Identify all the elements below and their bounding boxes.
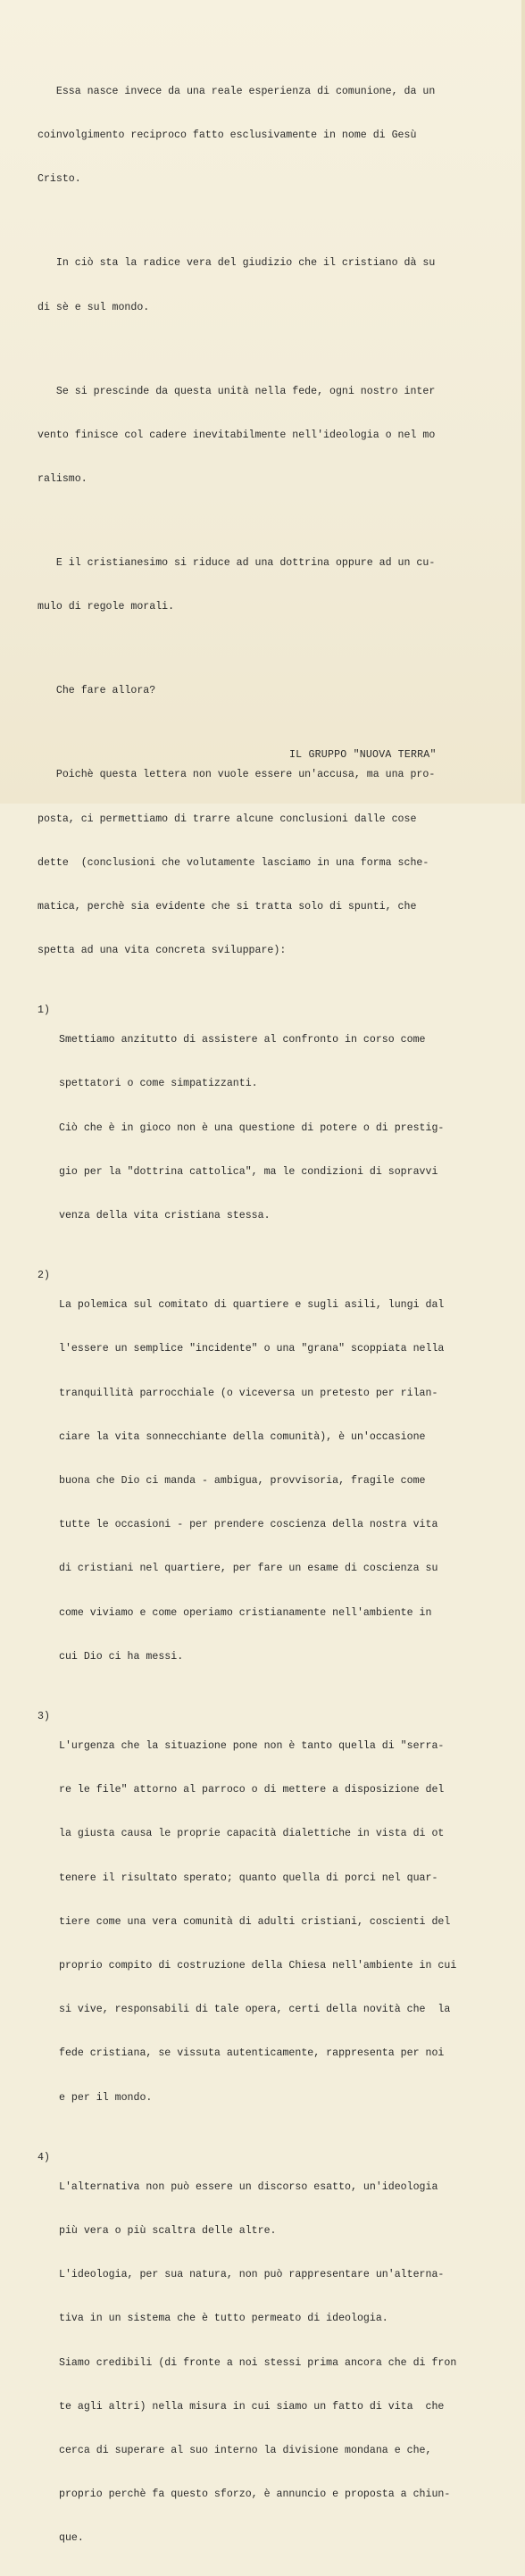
text-line: ralismo.: [38, 472, 88, 485]
text-line: cui Dio ci ha messi.: [59, 1650, 184, 1663]
item-body: [59, 2151, 456, 2576]
list-item-4: [38, 2151, 457, 2576]
item-body: [59, 1710, 456, 2135]
text-line: si vive, responsabili di tale opera, certi della novità che la: [59, 2004, 451, 2016]
text-line: Ciò che è in gioco non è una questione di potere o di prestig-: [59, 1121, 445, 1134]
paragraph-comunione: [38, 55, 457, 216]
text-line: coinvolgimento reciproco fatto esclusivamente in nome di Gesù: [38, 129, 417, 142]
text-line: Essa nasce invece da una reale esperienza di comunione, da un: [38, 85, 436, 97]
text-line: come viviamo e come operiamo cristianamente nell'ambiente in: [59, 1606, 432, 1619]
text-line: dette (conclusioni che volutamente lasciamo in una forma sche-: [38, 856, 429, 869]
signature: IL GRUPPO "NUOVA TERRA": [289, 749, 437, 761]
text-line: la giusta causa le proprie capacità dialettiche in vista di ot: [59, 1828, 445, 1840]
text-line: vento finisce col cadere inevitabilmente nell'ideologia o nel mo: [38, 429, 436, 441]
text-line: In ciò sta la radice vera del giudizio che il cristiano dà su: [38, 257, 436, 270]
text-line: gio per la "dottrina cattolica", ma le condizioni di sopravvi: [59, 1165, 438, 1178]
text-line: più vera o più scaltra delle altre.: [59, 2224, 277, 2237]
text-line: E il cristianesimo si riduce ad una dottrina oppure ad un cu-: [38, 557, 436, 569]
text-line: Siamo credibili (di fronte a noi stessi prima ancora che di fron: [59, 2356, 457, 2369]
text-line: Cristo.: [38, 173, 81, 186]
item-number: 4): [38, 2151, 50, 2163]
paragraph-proposta: [38, 738, 457, 988]
text-line: La polemica sul comitato di quartiere e sugli asili, lungi dal: [59, 1299, 445, 1312]
text-line: venza della vita cristiana stessa.: [59, 1210, 271, 1222]
text-line: spettatori o come simpatizzanti.: [59, 1078, 258, 1090]
paragraph-che-fare: [38, 654, 457, 728]
item-number: 1): [38, 1005, 50, 1017]
text-line: l'essere un semplice "incidente" o una "grana" scoppiata nella: [59, 1343, 445, 1355]
text-line: te agli altri) nella misura in cui siamo un fatto di vita che: [59, 2400, 445, 2413]
text-line: tutte le occasioni - per prendere coscienza della nostra vita: [59, 1519, 438, 1531]
paragraph-radice: [38, 227, 457, 344]
text-line: L'alternativa non può essere un discorso esatto, un'ideologia: [59, 2180, 438, 2193]
text-line: tiere come una vera comunità di adulti cristiani, coscienti del: [59, 1915, 451, 1928]
paragraph-cristianesimo: [38, 527, 457, 644]
item-number: 2): [38, 1270, 50, 1282]
text-line: proprio perchè fa questo sforzo, è annuncio e proposta a chiun-: [59, 2488, 451, 2501]
text-line: Che fare allora?: [38, 685, 156, 697]
text-line: ciare la vita sonnecchiante della comunità), è un'occasione: [59, 1430, 426, 1443]
text-line: buona che Dio ci manda - ambigua, provvisoria, fragile come: [59, 1474, 426, 1487]
page-edge: [521, 0, 525, 804]
list-item-2: [38, 1269, 457, 1694]
item-number: 3): [38, 1711, 50, 1723]
text-line: Se si prescinde da questa unità nella fede, ogni nostro inter: [38, 385, 436, 397]
item-body: [59, 1004, 444, 1253]
text-line: tiva in un sistema che è tutto permeato di ideologia.: [59, 2313, 388, 2325]
text-line: tranquillità parrocchiale (o viceversa un pretesto per rilan-: [59, 1387, 438, 1399]
paragraph-unita-fede: [38, 355, 457, 516]
text-line: mulo di regole morali.: [38, 601, 175, 613]
text-line: tenere il risultato sperato; quanto quella di porci nel quar-: [59, 1872, 438, 1884]
document-body: [38, 55, 457, 2576]
text-line: cerca di superare al suo interno la divisione mondana e che,: [59, 2444, 432, 2456]
text-line: spetta ad una vita concreta sviluppare):: [38, 945, 287, 957]
text-line: que.: [59, 2532, 84, 2545]
text-line: re le file" attorno al parroco o di mettere a disposizione del: [59, 1784, 445, 1797]
item-body: [59, 1269, 444, 1694]
text-line: di sè e sul mondo.: [38, 301, 150, 313]
text-line: Poichè questa lettera non vuole essere un'accusa, ma una pro-: [38, 769, 436, 781]
text-line: posta, ci permettiamo di trarre alcune conclusioni dalle cose: [38, 813, 417, 825]
list-item-1: [38, 1004, 457, 1253]
text-line: Smettiamo anzitutto di assistere al confronto in corso come: [59, 1034, 426, 1046]
text-line: L'ideologia, per sua natura, non può rappresentare un'alterna-: [59, 2269, 445, 2281]
text-line: matica, perchè sia evidente che si tratta solo di spunti, che: [38, 900, 417, 913]
list-item-3: [38, 1710, 457, 2135]
text-line: proprio compito di costruzione della Chiesa nell'ambiente in cui: [59, 1959, 457, 1972]
text-line: fede cristiana, se vissuta autenticamente, rappresenta per noi: [59, 2047, 445, 2060]
text-line: e per il mondo.: [59, 2091, 153, 2104]
text-line: L'urgenza che la situazione pone non è tanto quella di "serra-: [59, 1739, 445, 1752]
text-line: di cristiani nel quartiere, per fare un esame di coscienza su: [59, 1563, 438, 1575]
